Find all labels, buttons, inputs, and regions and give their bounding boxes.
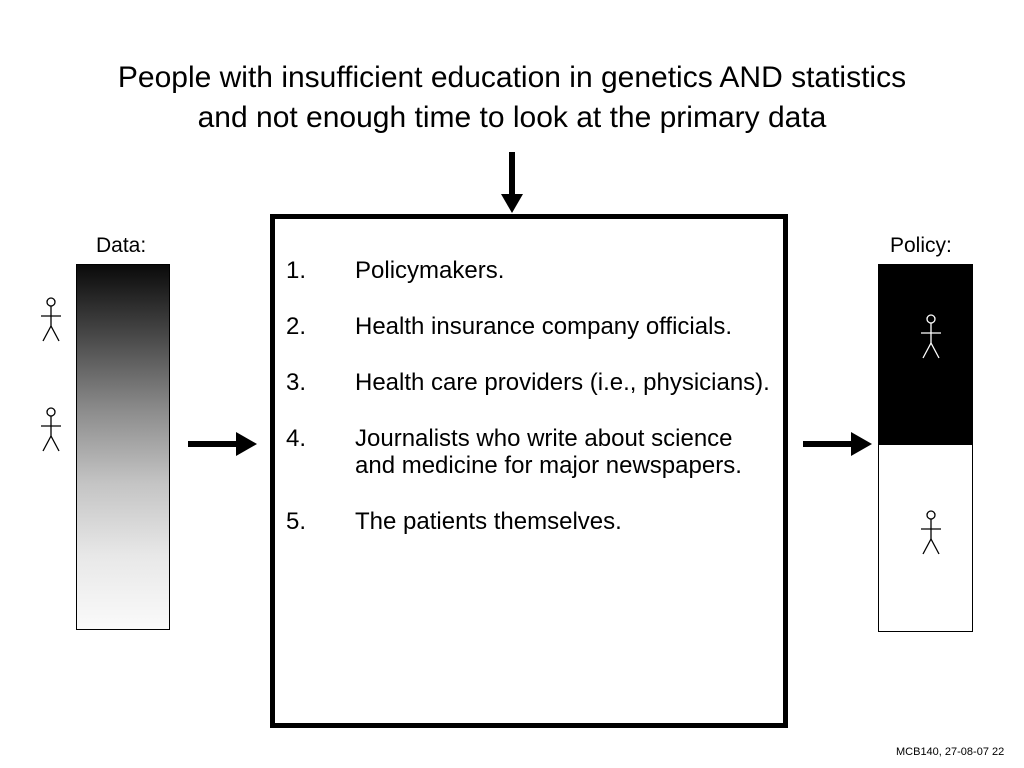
list-item: 3. Health care providers (i.e., physicians). (286, 369, 770, 396)
person-icon (918, 509, 944, 557)
list-item: 2. Health insurance company officials. (286, 313, 733, 340)
title-line-2: and not enough time to look at the primary data (197, 101, 827, 134)
list-item: 1. Policymakers. (286, 257, 505, 284)
data-gradient-bar (76, 264, 170, 630)
data-label: Data: (96, 234, 147, 257)
slide-footer: MCB140, 27-08-07 22 (896, 746, 1005, 758)
right-arrow-icon (188, 430, 258, 458)
person-icon (38, 296, 64, 344)
person-icon (38, 406, 64, 454)
list-item: 4. Journalists who write about science and medicine for major newspapers. (286, 425, 742, 479)
audience-list (286, 257, 776, 564)
right-arrow-icon (803, 430, 873, 458)
list-item: 5. The patients themselves. (286, 508, 622, 535)
policy-label: Policy: (890, 234, 952, 257)
audience-box (270, 214, 788, 728)
down-arrow-icon (500, 152, 524, 214)
title-line-1: People with insufficient education in genetics AND statistics (117, 61, 907, 94)
person-icon (918, 313, 944, 361)
slide-title (0, 58, 1024, 138)
